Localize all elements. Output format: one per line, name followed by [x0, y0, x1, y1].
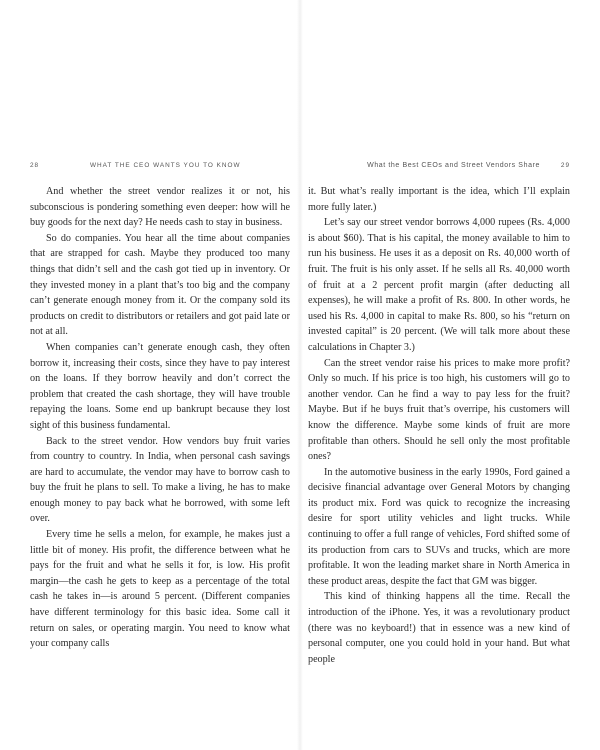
- right-page-number: 29: [560, 162, 570, 169]
- paragraph-continued: it. But what’s really important is the idea, which I’ll explain more fully later.): [308, 186, 570, 213]
- left-running-head-title: WHAT THE CEO WANTS YOU TO KNOW: [90, 162, 241, 169]
- paragraph: Let’s say our street vendor borrows 4,000 rupees (Rs. 4,000 is about $60). That is his capital, the money available to him to run his business. He uses it as a deposit on Rs. 40,000 worth of fruit. The fruit is his only asset. If he sells all Rs. 40,000 worth of fruit at a 2 percent profit margin (after deducting all expenses), he will make a profit of Rs. 800. In other words, he used his Rs. 4,000 in capital to make Rs. 800, so his “return on invested capital” is 20 percent. (We will talk more about these calculations in Chapter 3.): [308, 217, 570, 353]
- paragraph: In the automotive business in the early 1990s, Ford gained a decisive financial advantage over General Motors by changing its product mix. Ford was quick to recognize the increasing desire for sport utility vehicles and light trucks. While continuing to offer a full range of vehicles, Ford shifted some of its production from cars to SUVs and trucks, which are more profitable. It won the leading market share in North America in these product areas, despite the fact that GM was bigger.: [308, 466, 570, 587]
- paragraph: Every time he sells a melon, for example, he makes just a little bit of money. His profit, the difference between what he pays for the fruit and what he sells it for, is low. His profit margin—the cash he gets to keep as a percentage of the total cash he takes in—is around 5 percent. (Different companies have different terminology for this basic idea. Some call it return on sales, or operating margin. You need to know what your company calls: [30, 529, 290, 650]
- right-running-head: [308, 162, 570, 176]
- left-body-text: [30, 184, 290, 652]
- paragraph: And whether the street vendor realizes it or not, his subconscious is pondering something even deeper: how will he buy goods for the next day? He needs cash to stay in business.: [30, 186, 290, 229]
- paragraph: When companies can’t generate enough cash, they often borrow it, increasing their costs, since they have to pay interest on the loans. If they borrow heavily and don’t correct the problem that created the cash shortage, they will have trouble repaying the loans. Some end up bankrupt because they lost sight of this business fundamental.: [30, 341, 290, 431]
- page-gutter: [297, 0, 303, 750]
- right-running-head-title: What the Best CEOs and Street Vendors Share: [367, 162, 540, 169]
- left-page-number: 28: [30, 162, 40, 169]
- paragraph: Can the street vendor raise his prices to make more profit? Only so much. If his price is too high, his customers will go to another vendor. Can he find a way to pay less for the fruit? Maybe. But if he buys fruit that’s overripe, his customers will know the difference. Maybe some kinds of fruit are more profitable than others. Should he sell only the most profitable ones?: [308, 357, 570, 463]
- right-page: [308, 162, 570, 667]
- paragraph: This kind of thinking happens all the time. Recall the introduction of the iPhone. Yes, it was a revolutionary product (there was no keyboard!) that in essence was a new kind of personal computer, one you could hold in your hand. But what people: [308, 591, 570, 665]
- right-body-text: [308, 184, 570, 667]
- left-running-head: [30, 162, 290, 176]
- left-page: [30, 162, 290, 652]
- paragraph: So do companies. You hear all the time about companies that are strapped for cash. Maybe they produced too many things that didn’t sell and the cash got tied up in inventory. Or they invested money in a plant that’s too big and the company can’t generate enough money from it. Or the company sold its products on credit to distributors or retailers and got paid late or not at all.: [30, 232, 290, 338]
- paragraph: Back to the street vendor. How vendors buy fruit varies from country to country. In India, when personal cash savings are hard to accumulate, the vendor may have to borrow cash to buy the fruit he plans to sell. To make a living, he has to make enough money to pay back what he borrowed, with some left over.: [30, 435, 290, 525]
